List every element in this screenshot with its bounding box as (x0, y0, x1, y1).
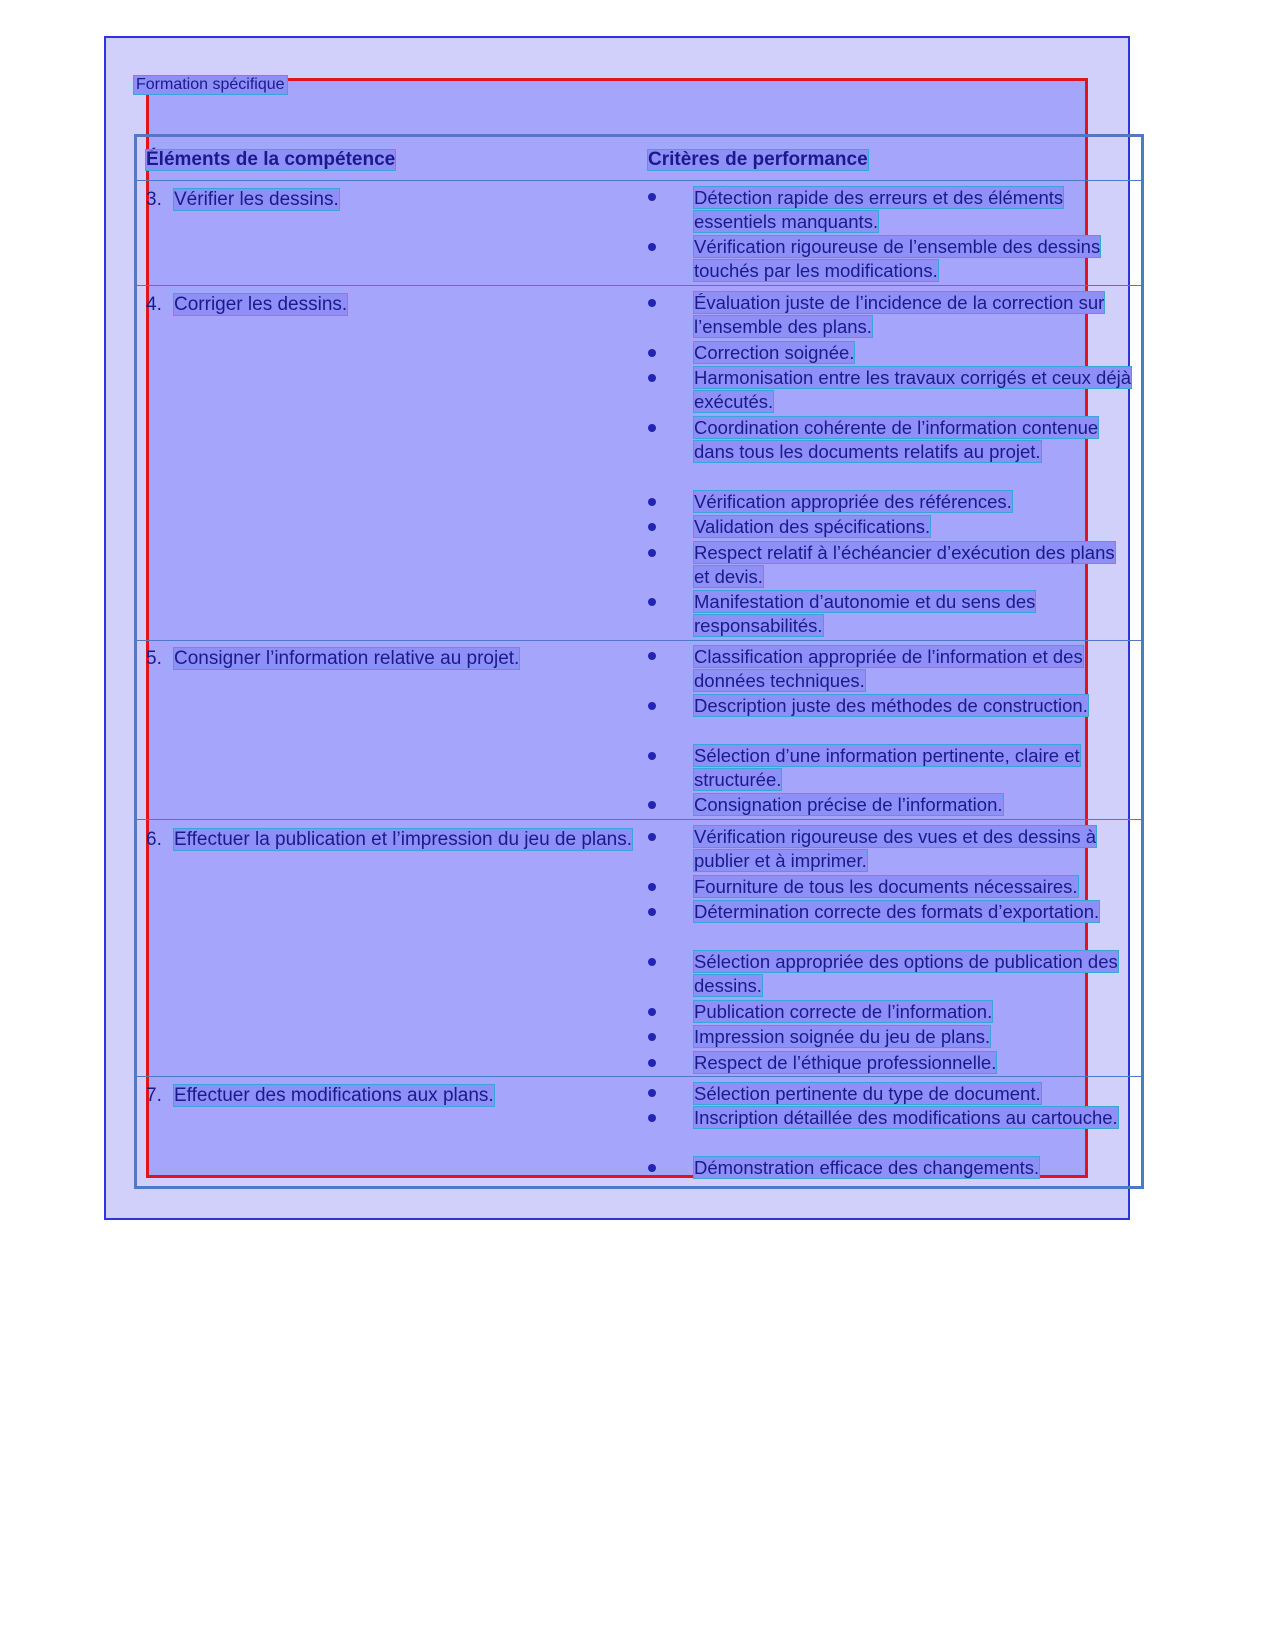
header-elements: Éléments de la compétence (146, 149, 396, 170)
bullet-icon (648, 958, 656, 966)
bullet-icon (648, 1008, 656, 1016)
criterion: Coordination cohérente de l’information contenue dans tous les documents relatifs au projet. (694, 417, 1099, 462)
bullet-icon (648, 1164, 656, 1172)
bullet-icon (648, 1059, 656, 1067)
criterion: Fourniture de tous les documents nécessaires. (694, 876, 1078, 897)
criterion: Détermination correcte des formats d’exportation. (694, 901, 1100, 922)
criterion: Validation des spécifications. (694, 516, 931, 537)
criterion: Inscription détaillée des modifications au cartouche. (694, 1107, 1118, 1128)
criterion: Détection rapide des erreurs et des éléments essentiels manquants. (694, 187, 1064, 232)
criterion: Démonstration efficace des changements. (694, 1157, 1040, 1178)
element-text: Corriger les dessins. (174, 294, 348, 315)
bullet-icon (648, 752, 656, 760)
criterion: Consignation précise de l’information. (694, 794, 1003, 815)
criterion: Harmonisation entre les travaux corrigés et ceux déjà exécutés. (694, 367, 1132, 412)
criterion: Description juste des méthodes de construction. (694, 695, 1088, 716)
bullet-icon (648, 523, 656, 531)
bullet-icon (648, 299, 656, 307)
criterion: Sélection pertinente du type de document. (694, 1083, 1041, 1104)
bullet-icon (648, 498, 656, 506)
bullet-icon (648, 652, 656, 660)
criterion: Manifestation d’autonomie et du sens des responsabilités. (694, 591, 1036, 636)
element-text: Consigner l’information relative au projet. (174, 648, 520, 669)
bullet-icon (648, 598, 656, 606)
criterion: Classification appropriée de l’information et des données techniques. (694, 646, 1083, 691)
bullet-icon (648, 424, 656, 432)
criterion: Évaluation juste de l’incidence de la correction sur l’ensemble des plans. (694, 292, 1105, 337)
bullet-icon (648, 549, 656, 557)
bullet-icon (648, 1114, 656, 1122)
criterion: Vérification rigoureuse des vues et des dessins à publier et à imprimer. (694, 826, 1097, 871)
bullet-icon (648, 1089, 656, 1097)
criterion: Sélection d’une information pertinente, claire et structurée. (694, 745, 1080, 790)
element-text: Effectuer la publication et l’impression du jeu de plans. (174, 829, 633, 850)
row-divider (134, 180, 1144, 181)
section-label: Formation spécifique (136, 76, 285, 93)
element-text: Vérifier les dessins. (174, 189, 339, 210)
criterion: Publication correcte de l’information. (694, 1001, 993, 1022)
criterion: Sélection appropriée des options de publication des dessins. (694, 951, 1118, 996)
element-number: 6. (146, 829, 162, 850)
bullet-icon (648, 374, 656, 382)
bullet-icon (648, 243, 656, 251)
element-text: Effectuer des modifications aux plans. (174, 1085, 494, 1106)
element-number: 4. (146, 294, 162, 315)
header-criteres: Critères de performance (648, 149, 868, 170)
bullet-icon (648, 908, 656, 916)
criterion: Correction soignée. (694, 342, 855, 363)
row-divider (134, 1076, 1144, 1077)
element-number: 7. (146, 1085, 162, 1106)
bullet-icon (648, 1033, 656, 1041)
row-divider (134, 285, 1144, 286)
row-divider (134, 640, 1144, 641)
bullet-icon (648, 349, 656, 357)
bullet-icon (648, 193, 656, 201)
element-number: 5. (146, 648, 162, 669)
bullet-icon (648, 833, 656, 841)
criterion: Respect relatif à l’échéancier d’exécution des plans et devis. (694, 542, 1115, 587)
bullet-icon (648, 883, 656, 891)
criterion: Impression soignée du jeu de plans. (694, 1026, 991, 1047)
criterion: Vérification appropriée des références. (694, 491, 1012, 512)
element-number: 3. (146, 189, 162, 210)
bullet-icon (648, 801, 656, 809)
bullet-icon (648, 702, 656, 710)
row-divider (134, 819, 1144, 820)
criterion: Respect de l’éthique professionnelle. (694, 1052, 997, 1073)
criterion: Vérification rigoureuse de l’ensemble des dessins touchés par les modifications. (694, 236, 1101, 281)
